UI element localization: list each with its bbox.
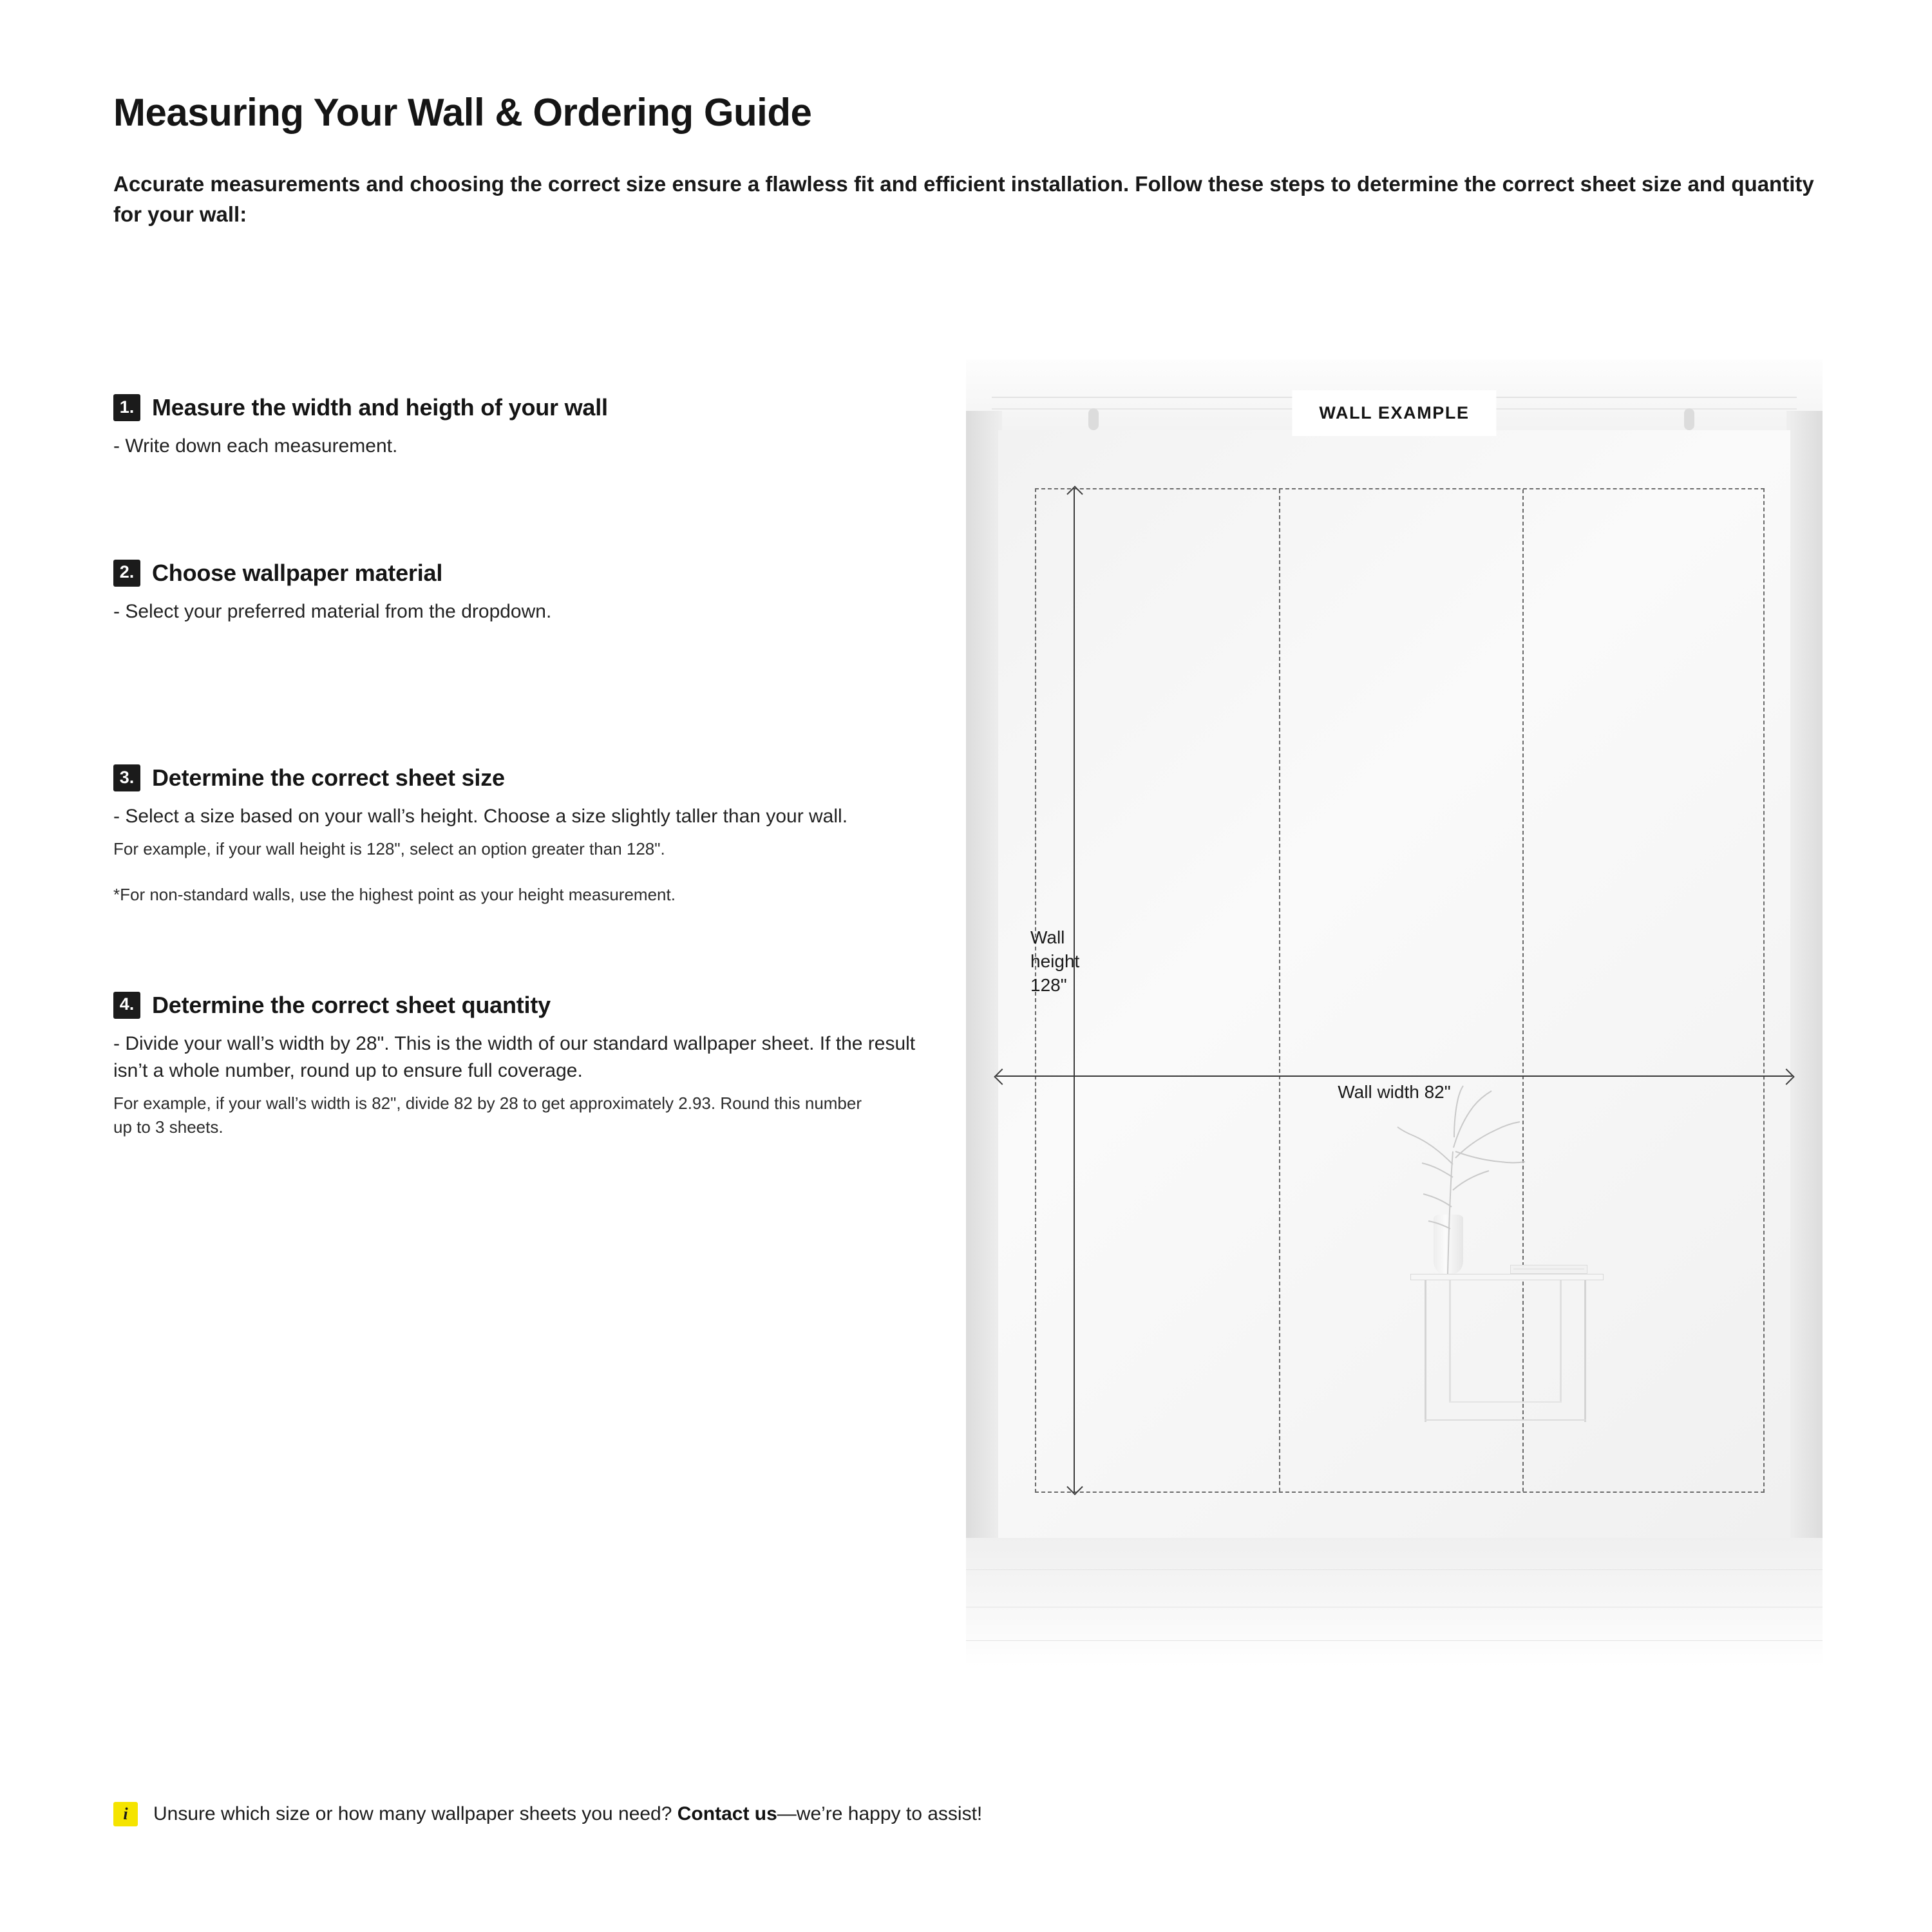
side-wall-left: [966, 411, 1002, 1589]
floor-seam-1: [966, 1569, 1823, 1570]
step-4-body: - Divide your wall’s width by 28". This is the width of our standard wallpaper sheet. If the result isn’t a whole number, round up to ensure full coverage.: [113, 1032, 916, 1082]
ceiling-spotlight-left: [1088, 408, 1099, 430]
wall-example-badge: WALL EXAMPLE: [1292, 390, 1496, 436]
step-2-title: Choose wallpaper material: [152, 559, 443, 586]
step-2-number: 2.: [113, 560, 140, 587]
page-intro: Accurate measurements and choosing the correct size ensure a flawless fit and efficient installation. Follow these steps to determine the correct sheet size and quantity for your wall:: [113, 172, 1814, 226]
step-2-body: - Select your preferred material from the dropdown.: [113, 600, 552, 622]
floor-seam-3: [966, 1640, 1823, 1641]
footer-text-before: Unsure which size or how many wallpaper sheets you need?: [153, 1803, 677, 1824]
step-3-title: Determine the correct sheet size: [152, 764, 505, 791]
table-leg-right: [1584, 1280, 1586, 1422]
step-4-number: 4.: [113, 992, 140, 1019]
step-3-example: For example, if your wall height is 128", select an option greater than 128".: [113, 838, 665, 858]
sheet-divider-1: [1279, 489, 1280, 1492]
step-2: [113, 560, 951, 626]
step-4-example: For example, if your wall’s width is 82", divide 82 by 28 to get approximately 2.93. Round this number up to 3 sheets.: [113, 1093, 862, 1137]
page-header: [113, 90, 1839, 230]
step-4-heading: [113, 992, 951, 1019]
side-wall-right: [1786, 411, 1823, 1589]
contact-us-link[interactable]: Contact us: [677, 1803, 777, 1824]
ceiling-spotlight-right: [1684, 408, 1694, 430]
step-1-heading: [113, 394, 951, 421]
table-top: [1410, 1274, 1604, 1280]
wall-height-label-line2: height: [1030, 951, 1080, 971]
step-1-number: 1.: [113, 394, 140, 421]
wall-height-label-line1: Wall: [1030, 927, 1065, 947]
step-3-number: 3.: [113, 764, 140, 791]
footer-text-after: —we’re happy to assist!: [777, 1803, 983, 1824]
spacer-2: [113, 629, 951, 764]
step-1-body: - Write down each measurement.: [113, 435, 398, 457]
steps-list: [113, 394, 951, 1139]
table-rail-back: [1449, 1401, 1562, 1403]
sheet-guide-grid: [1035, 488, 1765, 1493]
step-3-body: - Select a size based on your wall’s height. Choose a size slightly taller than your wall.: [113, 806, 848, 828]
step-1-title: Measure the width and heigth of your wall: [152, 394, 608, 421]
spacer-3: [113, 907, 951, 992]
spacer-1: [113, 464, 951, 560]
footer-note: [113, 1802, 982, 1826]
dried-branches-icon: [1388, 1081, 1556, 1274]
page-title: Measuring Your Wall & Ordering Guide: [113, 91, 812, 134]
table-leg-back-right: [1560, 1280, 1562, 1403]
wall-height-label: [1030, 926, 1079, 998]
floor: [966, 1538, 1823, 1667]
wall-width-dimension-line: [996, 1075, 1792, 1077]
step-4: [113, 992, 951, 1139]
step-3-footnote: *For non-standard walls, use the highest point as your height measurement.: [113, 884, 676, 904]
step-3-heading: [113, 764, 951, 791]
wall-height-label-line3: 128": [1030, 974, 1067, 995]
table-rail-front: [1425, 1419, 1586, 1421]
step-3: [113, 764, 951, 906]
footer-text: [153, 1803, 982, 1825]
console-table: [1410, 1274, 1604, 1435]
table-leg-left: [1425, 1280, 1426, 1422]
step-1: [113, 394, 951, 460]
wall-width-label: Wall width 82": [1338, 1082, 1451, 1102]
step-4-title: Determine the correct sheet quantity: [152, 991, 551, 1018]
table-leg-back-left: [1449, 1280, 1451, 1403]
info-icon: i: [113, 1802, 138, 1826]
wall-example-figure: [966, 359, 1823, 1667]
step-2-heading: [113, 560, 951, 587]
